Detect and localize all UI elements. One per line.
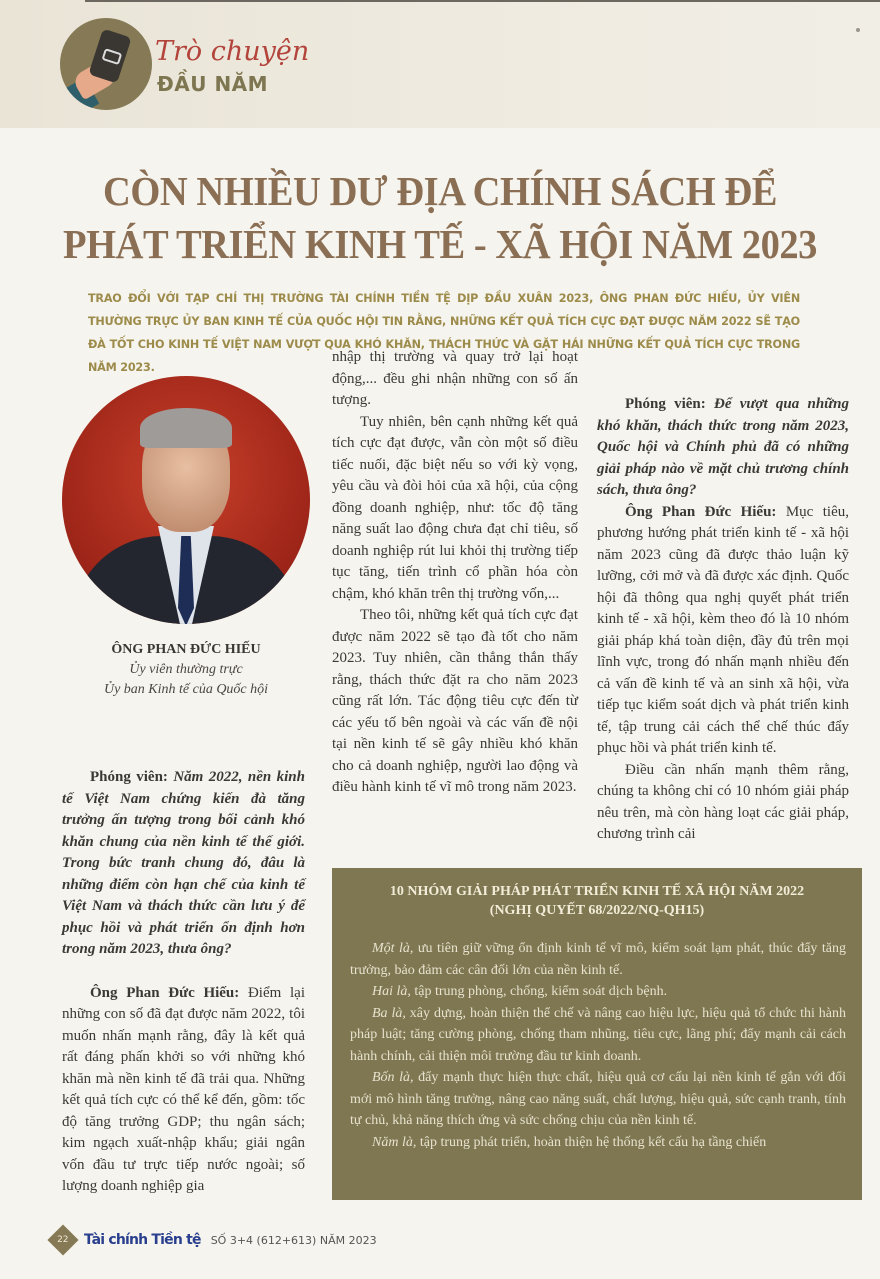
- answer-text: Mục tiêu, phương hướng phát triển kinh tế - xã hội năm 2023 cũng đã được thảo luận kỹ lưỡng, cởi mở và đã được xác định. Quốc hội đã thông qua nghị quyết phát triển kinh tế - xã hội, kèm theo đó là 10 nhóm giải pháp khá toàn diện, đầy đủ trên mọi lĩnh vực, trong đó nhấn mạnh nhiều đến cả vấn đề kinh tế và an sinh xã hội, vừa tiếp tục kiểm soát dịch và phát triển kinh tế, tập trung cải cách thể chế thúc đẩy phục hồi và phát triển kinh tế.: [597, 503, 849, 756]
- box-item: [350, 981, 846, 1003]
- answer-1: [62, 983, 305, 1198]
- box-body: [350, 938, 846, 1153]
- paragraph: nhập thị trường và quay trở lại hoạt động,... đều ghi nhận những con số ấn tượng.: [332, 349, 578, 408]
- item-text: tập trung phòng, chống, kiểm soát dịch bệnh.: [410, 984, 668, 999]
- column-3: [597, 394, 849, 846]
- item-text: tập trung phát triển, hoàn thiện hệ thống kết cấu hạ tầng chiến: [416, 1134, 767, 1150]
- answer-text: Điểm lại những con số đã đạt được năm 2022, tôi muốn nhấn mạnh rằng, đây là kết quả rất đáng phấn khởi so với những khó khăn mà nền kinh tế đã trải qua. Những kết quả tích cực có thể kể đến, gồm: tốc độ tăng trưởng GDP; thu ngân sách; kim ngạch xuất-nhập khẩu; giải ngân vốn đầu tư trực tiếp nước ngoài; số lượng doanh nghiệp gia: [62, 984, 305, 1194]
- issue-info: SỐ 3+4 (612+613) NĂM 2023: [210, 1233, 377, 1247]
- paragraph: Điều cần nhấn mạnh thêm rằng, chúng ta không chỉ có 10 nhóm giải pháp nêu trên, mà còn hàng loạt các giải pháp, chương trình cải: [597, 761, 849, 842]
- page-number: 22: [57, 1234, 69, 1245]
- box-item: [350, 1067, 846, 1132]
- section-kicker-caps: ĐẦU NĂM: [157, 72, 269, 96]
- item-lead: Năm là,: [372, 1134, 417, 1150]
- box-title-line-2: (NGHỊ QUYẾT 68/2022/NQ-QH15): [489, 903, 705, 918]
- article-lede: TRAO ĐỔI VỚI TẠP CHÍ THỊ TRƯỜNG TÀI CHÍNH TIỀN TỆ DỊP ĐẦU XUÂN 2023, ÔNG PHAN ĐỨC HIẾU, ỦY VIÊN THƯỜNG TRỰC ỦY BAN KINH TẾ CỦA QUỐC HỘI TIN RẰNG, NHỮNG KẾT QUẢ TÍCH CỰC ĐẠT ĐƯỢC NĂM 2022 SẼ TẠO ĐÀ TỐT CHO KINH TẾ VIỆT NAM VƯỢT QUA KHÓ KHĂN, THÁCH THỨC VÀ GẶT HÁI NHỮNG KẾT QUẢ TÍCH CỰC TRONG NĂM 2023.: [88, 292, 800, 374]
- question-2: [597, 394, 849, 502]
- box-item: [350, 1003, 846, 1068]
- box-item: [350, 1132, 846, 1154]
- box-title-line-1: 10 NHÓM GIẢI PHÁP PHÁT TRIỂN KINH TẾ XÃ HỘI NĂM 2022: [389, 884, 805, 899]
- item-lead: Hai là,: [372, 984, 411, 999]
- box-title: [332, 882, 862, 920]
- decorative-dot: [856, 28, 860, 32]
- question-label: Phóng viên:: [90, 769, 168, 785]
- portrait-photo: [62, 376, 310, 624]
- title-line-1: CÒN NHIỀU DƯ ĐỊA CHÍNH SÁCH ĐỂ: [103, 168, 777, 214]
- section-kicker-script: Trò chuyện: [155, 36, 310, 67]
- item-lead: Một là,: [372, 941, 414, 956]
- question-label: Phóng viên:: [625, 396, 706, 412]
- top-rule: [85, 0, 880, 2]
- page-number-badge: [47, 1224, 78, 1255]
- answer-label: Ông Phan Đức Hiếu:: [90, 984, 240, 1001]
- article-title: [26, 165, 853, 271]
- question-text: Năm 2022, nền kinh tế Việt Nam chứng kiến đà tăng trưởng ấn tượng trong bối cảnh khó khăn chung của nền kinh tế thế giới. Trong bức tranh chung đó, đâu là những điểm còn hạn chế của kinh tế Việt Nam và thách thức cần lưu ý để phục hồi và phát triển ổn định hơn trong năm 2023, thưa ông?: [62, 769, 305, 957]
- caption-name: ÔNG PHAN ĐỨC HIẾU: [111, 642, 261, 657]
- item-text: đẩy mạnh thực hiện thực chất, hiệu quả cơ cấu lại nền kinh tế gắn với đổi mới mô hình tăng trưởng, nâng cao năng suất, chất lượng, hiệu quả, sức cạnh tranh, tính tự chủ, khả năng thích ứng và sức chống chịu của nền kinh tế.: [350, 1070, 846, 1128]
- title-line-2: PHÁT TRIỂN KINH TẾ - XÃ HỘI NĂM 2023: [63, 221, 817, 267]
- item-lead: Bốn là,: [372, 1070, 414, 1085]
- sidebar-box: [332, 868, 862, 1200]
- column-1: [62, 767, 305, 1198]
- page-footer: [52, 1226, 377, 1254]
- item-lead: Ba là,: [372, 1005, 406, 1021]
- item-text: xây dựng, hoàn thiện thể chế và nâng cao hiệu lực, hiệu quả tổ chức thi hành pháp luật; tăng cường phòng, chống tham nhũng, tiêu cực, lãng phí; đẩy mạnh cải cách hành chính, cải thiện môi trường đầu tư kinh doanh.: [350, 1005, 846, 1064]
- photo-caption: [62, 640, 310, 700]
- paragraph: Tuy nhiên, bên cạnh những kết quả tích cực đạt được, vẫn còn một số điều tiếc nuối, đặc biệt nếu so với kỳ vọng, yêu cầu và đòi hỏi của xã hội, của cộng đồng doanh nghiệp, như: tốc độ tăng năng suất lao động chưa đạt chỉ tiêu, số doanh nghiệp rút lui khỏi thị trường tiếp tục tăng, tiến trình cổ phần hóa còn chậm, khó khăn trên thị trường vốn,...: [332, 413, 578, 602]
- hand-holding-recorder-icon: [60, 18, 152, 110]
- caption-organization: Ủy ban Kinh tế của Quốc hội: [103, 682, 269, 697]
- question-1: [62, 767, 305, 961]
- box-item: [350, 938, 846, 981]
- question-text: Để vượt qua những khó khăn, thách thức trong năm 2023, Quốc hội và Chính phủ đã có những giải pháp nào về mặt chủ trương chính sách, thưa ông?: [597, 396, 849, 498]
- answer-2: [597, 502, 849, 760]
- item-text: ưu tiên giữ vững ổn định kinh tế vĩ mô, kiểm soát lạm phát, thúc đẩy tăng trưởng, bảo đảm các cân đối lớn của nền kinh tế.: [350, 941, 846, 978]
- magazine-logo: Tài chính Tiền tệ: [84, 1232, 201, 1248]
- paragraph: Theo tôi, những kết quả tích cực đạt được năm 2022 sẽ tạo đà tốt cho năm 2023. Tuy nhiên, cần thẳng thắn thấy rằng, thách thức đặt ra cho năm 2023 cũng rất lớn. Tác động tiêu cực đến từ các yếu tố bên ngoài và các vấn đề nội tại nền kinh tế sẽ gây nhiều khó khăn cho cả doanh nghiệp, người lao động và điều hành kinh tế vĩ mô trong năm 2023.: [332, 607, 578, 795]
- column-2: [332, 347, 578, 799]
- caption-role: Ủy viên thường trực: [129, 662, 243, 677]
- answer-label: Ông Phan Đức Hiếu:: [625, 503, 777, 520]
